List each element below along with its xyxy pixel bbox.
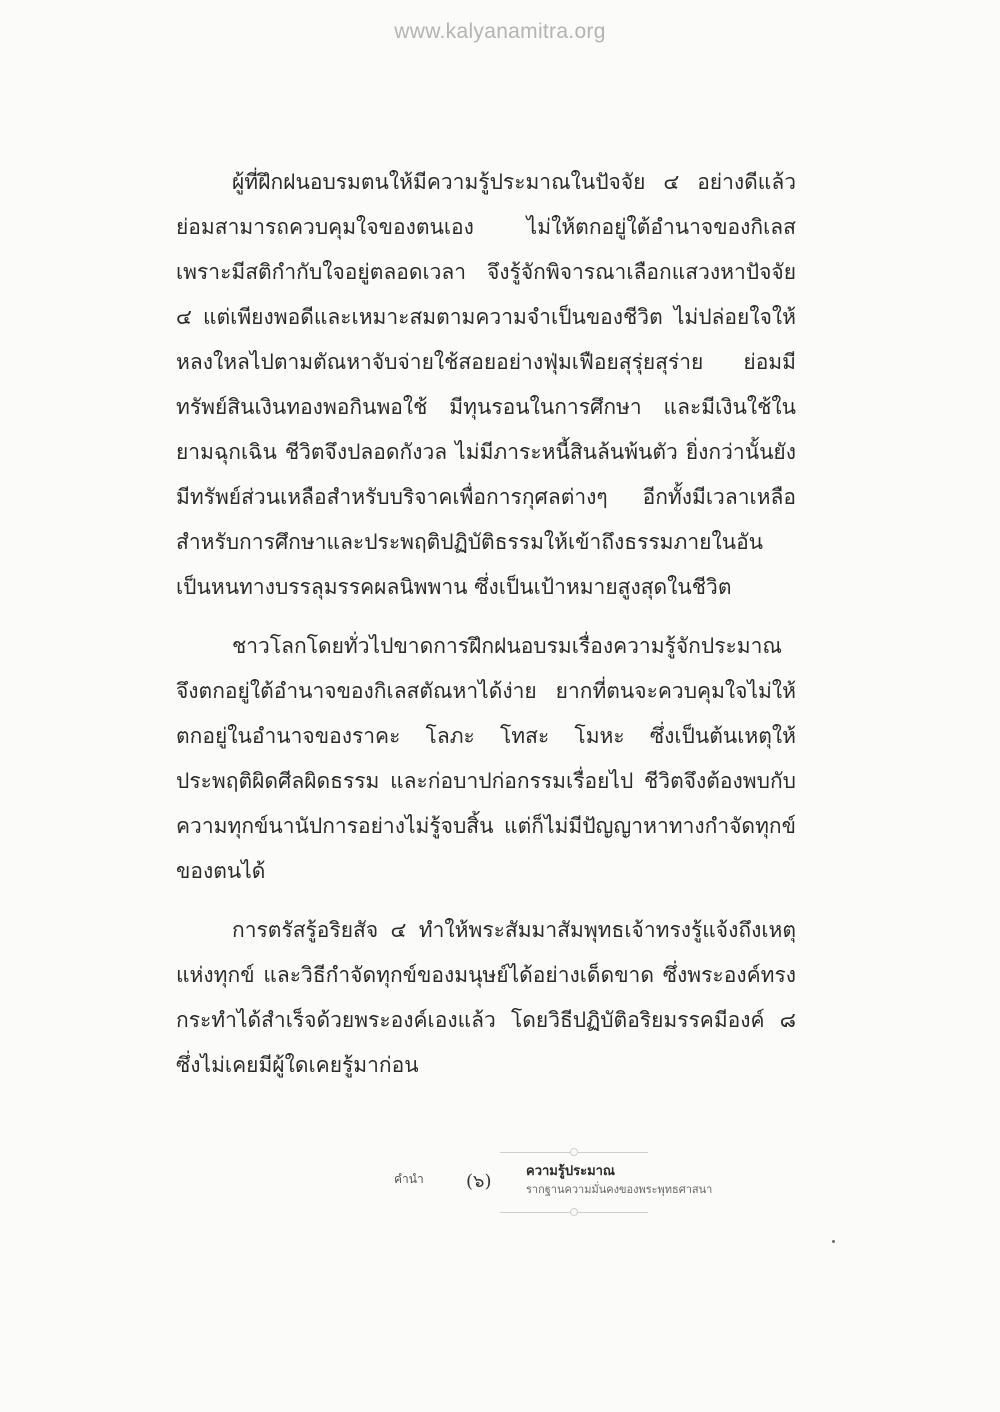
footer-ornament-bottom: [570, 1208, 578, 1216]
footer-book-title: ความรู้ประมาณ: [526, 1164, 615, 1179]
scan-speck: [832, 1240, 835, 1243]
website-watermark: www.kalyanamitra.org: [394, 20, 606, 43]
paragraph-3: การตรัสรู้อริยสัจ ๔ ทำให้พระสัมมาสัมพุทธเจ้าทรงรู้แจ้งถึงเหตุแห่งทุกข์ และวิธีกำจัดทุกข์ของมนุษย์ได้อย่างเด็ดขาด ซึ่งพระองค์ทรงกระทำได้สำเร็จด้วยพระองค์เองแล้ว โดยวิธีปฏิบัติอริยมรรคมีองค์ ๘ ซึ่งไม่เคยมีผู้ใดเคยรู้มาก่อน: [176, 918, 796, 1077]
page-footer: [370, 1146, 790, 1226]
footer-book-subtitle: รากฐานความมั่นคงของพระพุทธศาสนา: [526, 1183, 713, 1196]
footer-ornament-top: [570, 1148, 578, 1156]
paragraph-2: ชาวโลกโดยทั่วไปขาดการฝึกฝนอบรมเรื่องความรู้จักประมาณ จึงตกอยู่ใต้อำนาจของกิเลสตัณหาได้ง่าย ยากที่ตนจะควบคุมใจไม่ให้ตกอยู่ในอำนาจของราคะ โลภะ โทสะ โมหะ ซึ่งเป็นต้นเหตุให้ประพฤติผิดศีลผิดธรรม และก่อบาปก่อกรรมเรื่อยไป ชีวิตจึงต้องพบกับความทุกข์นานัปการอย่างไม่รู้จบสิ้น แต่ก็ไม่มีปัญญาหาทางกำจัดทุกข์ของตนได้: [176, 634, 796, 883]
body-text: [176, 160, 796, 1102]
paragraph-1: ผู้ที่ฝึกฝนอบรมตนให้มีความรู้ประมาณในปัจจัย ๔ อย่างดีแล้ว ย่อมสามารถควบคุมใจของตนเอง ไม่ให้ตกอยู่ใต้อำนาจของกิเลส เพราะมีสติกำกับใจอยู่ตลอดเวลา จึงรู้จักพิจารณาเลือกแสวงหาปัจจัย ๔ แต่เพียงพอดีและเหมาะสมตามความจำเป็นของชีวิต ไม่ปล่อยใจให้หลงใหลไปตามตัณหาจับจ่ายใช้สอยอย่างฟุ่มเฟือยสุรุ่ยสุร่าย ย่อมมีทรัพย์สินเงินทองพอกินพอใช้ มีทุนรอนในการศึกษา และมีเงินใช้ในยามฉุกเฉิน ชีวิตจึงปลอดกังวล ไม่มีภาระหนี้สินล้นพ้นตัว ยิ่งกว่านั้นยังมีทรัพย์ส่วนเหลือสำหรับบริจาคเพื่อการกุศลต่างๆ อีกทั้งมีเวลาเหลือสำหรับการศึกษาและประพฤติปฏิบัติธรรมให้เข้าถึงธรรมภายในอันเป็นหนทางบรรลุมรรคผลนิพพาน ซึ่งเป็นเป้าหมายสูงสุดในชีวิต: [176, 170, 796, 599]
footer-section-label: คำนำ: [394, 1172, 424, 1186]
page-number: (๖): [466, 1171, 492, 1192]
